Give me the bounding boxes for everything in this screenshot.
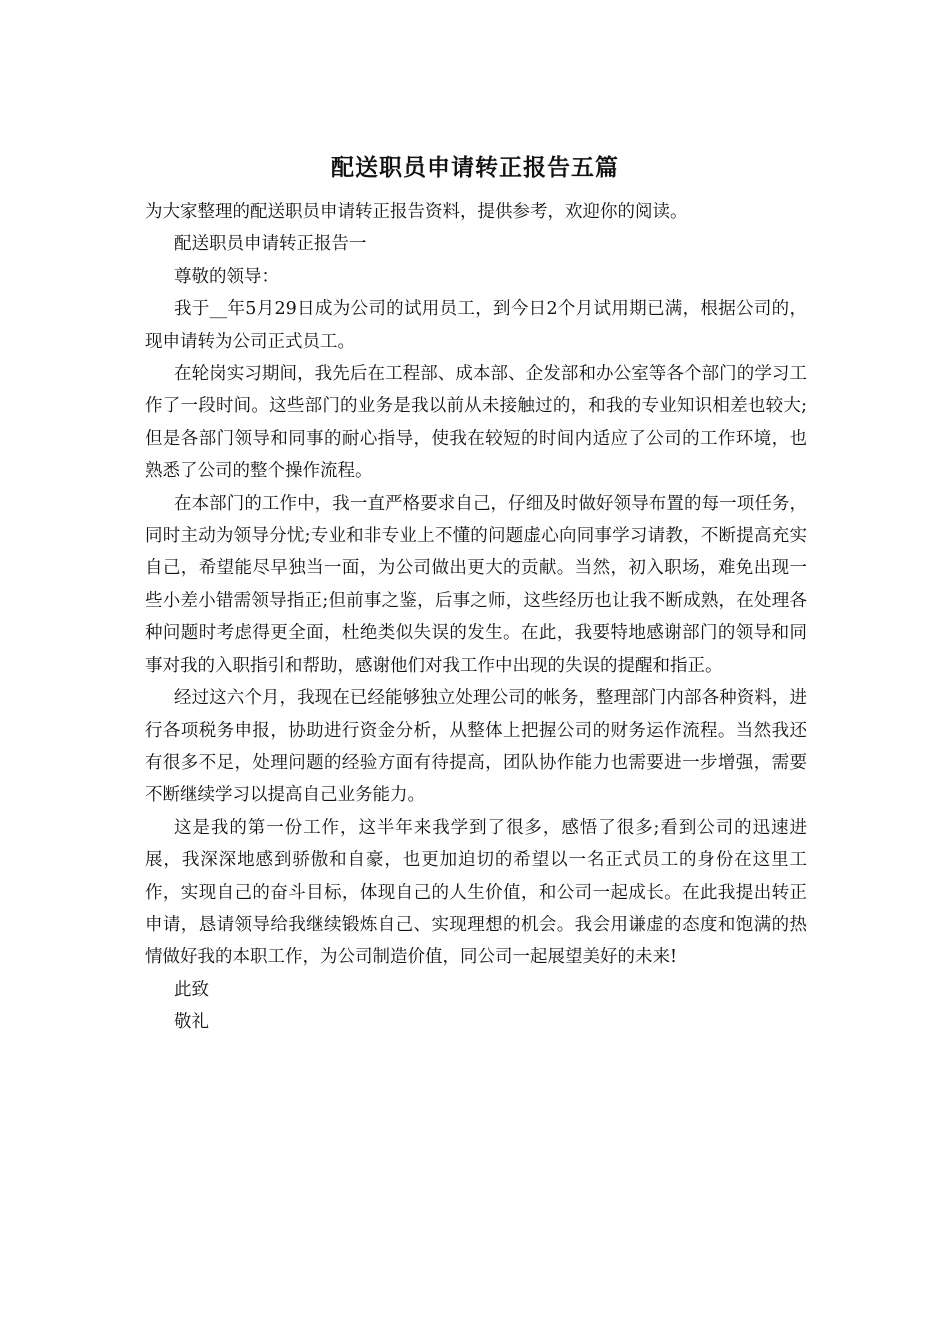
body-paragraph-3: 在本部门的工作中，我一直严格要求自己，仔细及时做好领导布置的每一项任务，同时主动为领导分忧;专业和非专业上不懂的问题虚心向同事学习请教，不断提高充实自己，希望能尽早独当一面，为公司做出更大的贡献。当然，初入职场，难免出现一些小差小错需领导指正;但前事之鉴，后事之师，这些经历也让我不断成熟，在处理各种问题时考虑得更全面，杜绝类似失误的发生。在此，我要特地感谢部门的领导和同事对我的入职指引和帮助，感谢他们对我工作中出现的失误的提醒和指正。 [145, 493, 807, 676]
document-title: 配送职员申请转正报告五篇 [331, 155, 619, 181]
closing-line-1: 此致 [174, 979, 209, 1000]
section-heading: 配送职员申请转正报告一 [174, 234, 367, 255]
closing-line-2: 敬礼 [174, 1012, 209, 1033]
body-paragraph-2: 在轮岗实习期间，我先后在工程部、成本部、企发部和办公室等各个部门的学习工作了一段时间。这些部门的业务是我以前从未接触过的，和我的专业知识相差也较大;但是各部门领导和同事的耐心指导，使我在较短的时间内适应了公司的工作环境，也熟悉了公司的整个操作流程。 [145, 364, 807, 482]
body-paragraph-1: 我于__年5月29日成为公司的试用员工，到今日2个月试用期已满，根据公司的，现申请转为公司正式员工。 [145, 299, 807, 352]
intro-paragraph: 为大家整理的配送职员申请转正报告资料，提供参考，欢迎你的阅读。 [145, 202, 688, 222]
document-body [145, 196, 807, 1039]
salutation: 尊敬的领导： [174, 266, 279, 287]
body-paragraph-5: 这是我的第一份工作，这半年来我学到了很多，感悟了很多;看到公司的迅速进展，我深深地感到骄傲和自豪，也更加迫切的希望以一名正式员工的身份在这里工作，实现自己的奋斗目标，体现自己的人生价值，和公司一起成长。在此我提出转正申请，恳请领导给我继续锻炼自己、实现理想的机会。我会用谦虚的态度和饱满的热情做好我的本职工作，为公司制造价值，同公司一起展望美好的未来! [145, 817, 807, 968]
body-paragraph-4: 经过这六个月，我现在已经能够独立处理公司的帐务，整理部门内部各种资料，进行各项税务申报，协助进行资金分析，从整体上把握公司的财务运作流程。当然我还有很多不足，处理问题的经验方面有待提高，团队协作能力也需要进一步增强，需要不断继续学习以提高自己业务能力。 [145, 688, 807, 806]
